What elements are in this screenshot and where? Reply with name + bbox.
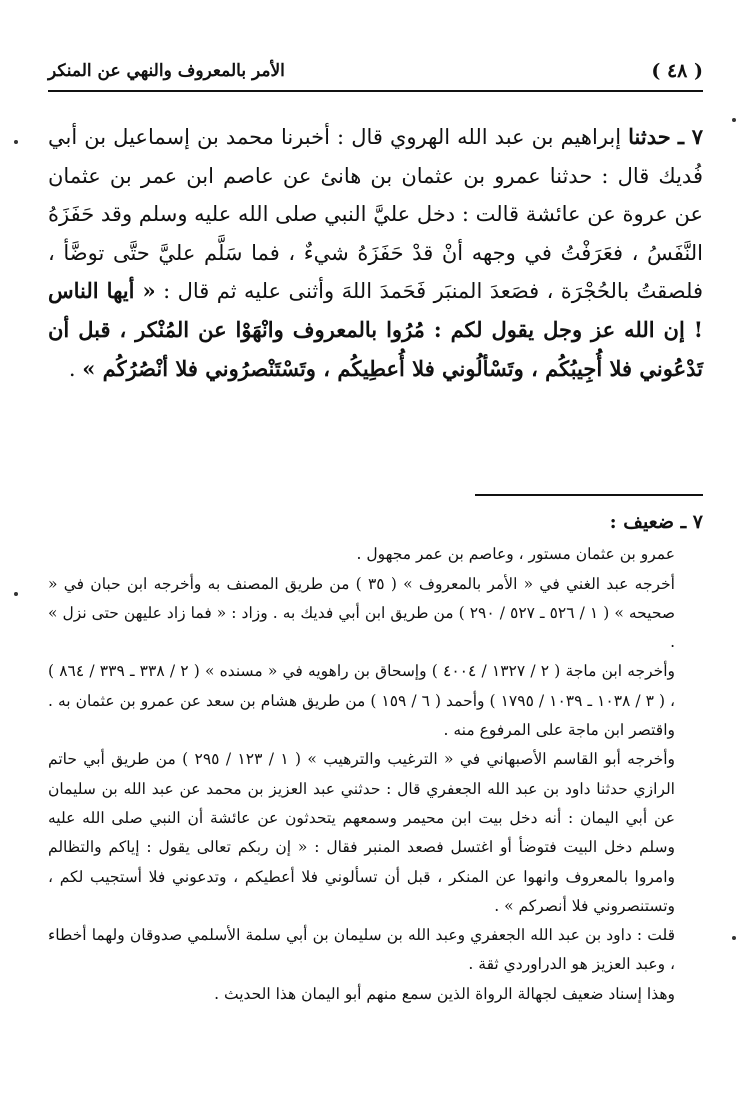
note-paragraph: قلت : داود بن عبد الله الجعفري وعبد الله بن سليمان بن أبي سلمة الأسلمي صدوقان ولهما أخطاء ، وعبد العزيز هو الدراوردي ثقة . (48, 926, 675, 974)
note-paragraph: وأخرجه ابن ماجة ( ٢ / ١٣٢٧ / ٤٠٠٤ ) وإسحاق بن راهويه في « مسنده » ( ٢ / ٣٣٨ ـ ٣٣٩ / ٨٦٤ ) ، ( ٣ / ١٠٣٨ ـ ١٠٣٩ / ١٧٩٥ ) وأحمد ( ٦ / ١٥٩ ) من طريق هشام بن سعد عن عمرو بن عثمان به . واقتصر ابن ماجة على المرفوع منه . (48, 662, 676, 740)
note-paragraph: وأخرجه أبو القاسم الأصبهاني في « الترغيب والترهيب » ( ١ / ١٢٣ / ٢٩٥ ) من طريق أبي حاتم الرازي حدثنا داود بن عبد الله الجعفري قال : حدثني عبد العزيز بن محمد عن عبد الله بن سليمان عن أبي اليمان : أنه دخل بيت ابن محيمر وسمعهم يتحدثون عن عائشة أن النبي صلى الله عليه وسلم دخل البيت فتوضأ أو اغتسل فصعد المنبر فقال : « إن ربكم تعالى يقول : إياكم والتظالم وامروا بالمعروف وانهوا عن المنكر ، قبل أن تسألوني فلا أعطيكم ، وتدعوني فلا أستجيب لكم ، وتستنصروني فلا أنصركم » . (48, 750, 675, 915)
hadith-quote: « أيها الناس ! إن الله عز وجل يقول لكم : مُرُوا بالمعروف وانْهَوْا عن المُنْكر ، قبل أن تَدْعُوني فلا أُجِيبُكُم ، وتَسْألُوني فلا أُعطِيكُم ، وتَسْتَنْصرُوني فلا أنْصُرُكُم » (48, 278, 703, 381)
note-paragraph: عمرو بن عثمان مستور ، وعاصم بن عمر مجهول . (356, 545, 675, 564)
hadith-chain-and-story: إبراهيم بن عبد الله الهروي قال : أخبرنا محمد بن إسماعيل بن أبي فُديك قال : حدثنا عمرو بن عثمان بن هانئ عن عاصم ابن عمر بن عثمان عن عروة عن عائشة قالت : دخل عليَّ النبي صلى الله عليه وسلم وقد حَفَزَهُ النَّفَسُ ، فعَرَفْتُ في وجهه أنْ قدْ حَفَزَهُ شيءٌ ، فما سَلَّم عليَّ حتَّى توضَّأ ، فلصقتُ بالحُجْرَة ، فصَعدَ المنبَر فَحَمدَ اللهَ وأثنى عليه ثم قال : (48, 125, 704, 304)
grade-line (48, 508, 703, 538)
note-paragraph: وهذا إسناد ضعيف لجهالة الرواة الذين سمع منهم أبو اليمان هذا الحديث . (214, 984, 675, 1003)
footnotes (48, 508, 703, 1009)
page-number: ( ٤٨ ) (651, 60, 703, 82)
note-paragraph: أخرجه عبد الغني في « الأمر بالمعروف » ( ٣٥ ) من طريق المصنف به وأخرجه ابن حبان في « صحيحه » ( ١ / ٥٢٦ ـ ٥٢٧ / ٢٩٠ ) من طريق ابن أبي فديك به . وزاد : « فما زاد عليهن حتى نزل » . (48, 574, 675, 652)
scan-speck (732, 936, 736, 940)
scan-speck (14, 140, 18, 144)
header-rule (48, 90, 703, 92)
hadith-text (48, 118, 703, 388)
hadith-number: ٧ ـ (677, 124, 703, 149)
page-header (48, 56, 703, 86)
footnote-divider (475, 494, 703, 496)
grade-label: ٧ ـ ضعيف : (609, 511, 703, 533)
scan-speck (14, 592, 18, 596)
running-title: الأمر بالمعروف والنهي عن المنكر (48, 61, 285, 81)
scan-speck (732, 118, 736, 122)
hadith-end: . (68, 356, 83, 381)
hadith-opening: حدثنا (628, 124, 671, 149)
